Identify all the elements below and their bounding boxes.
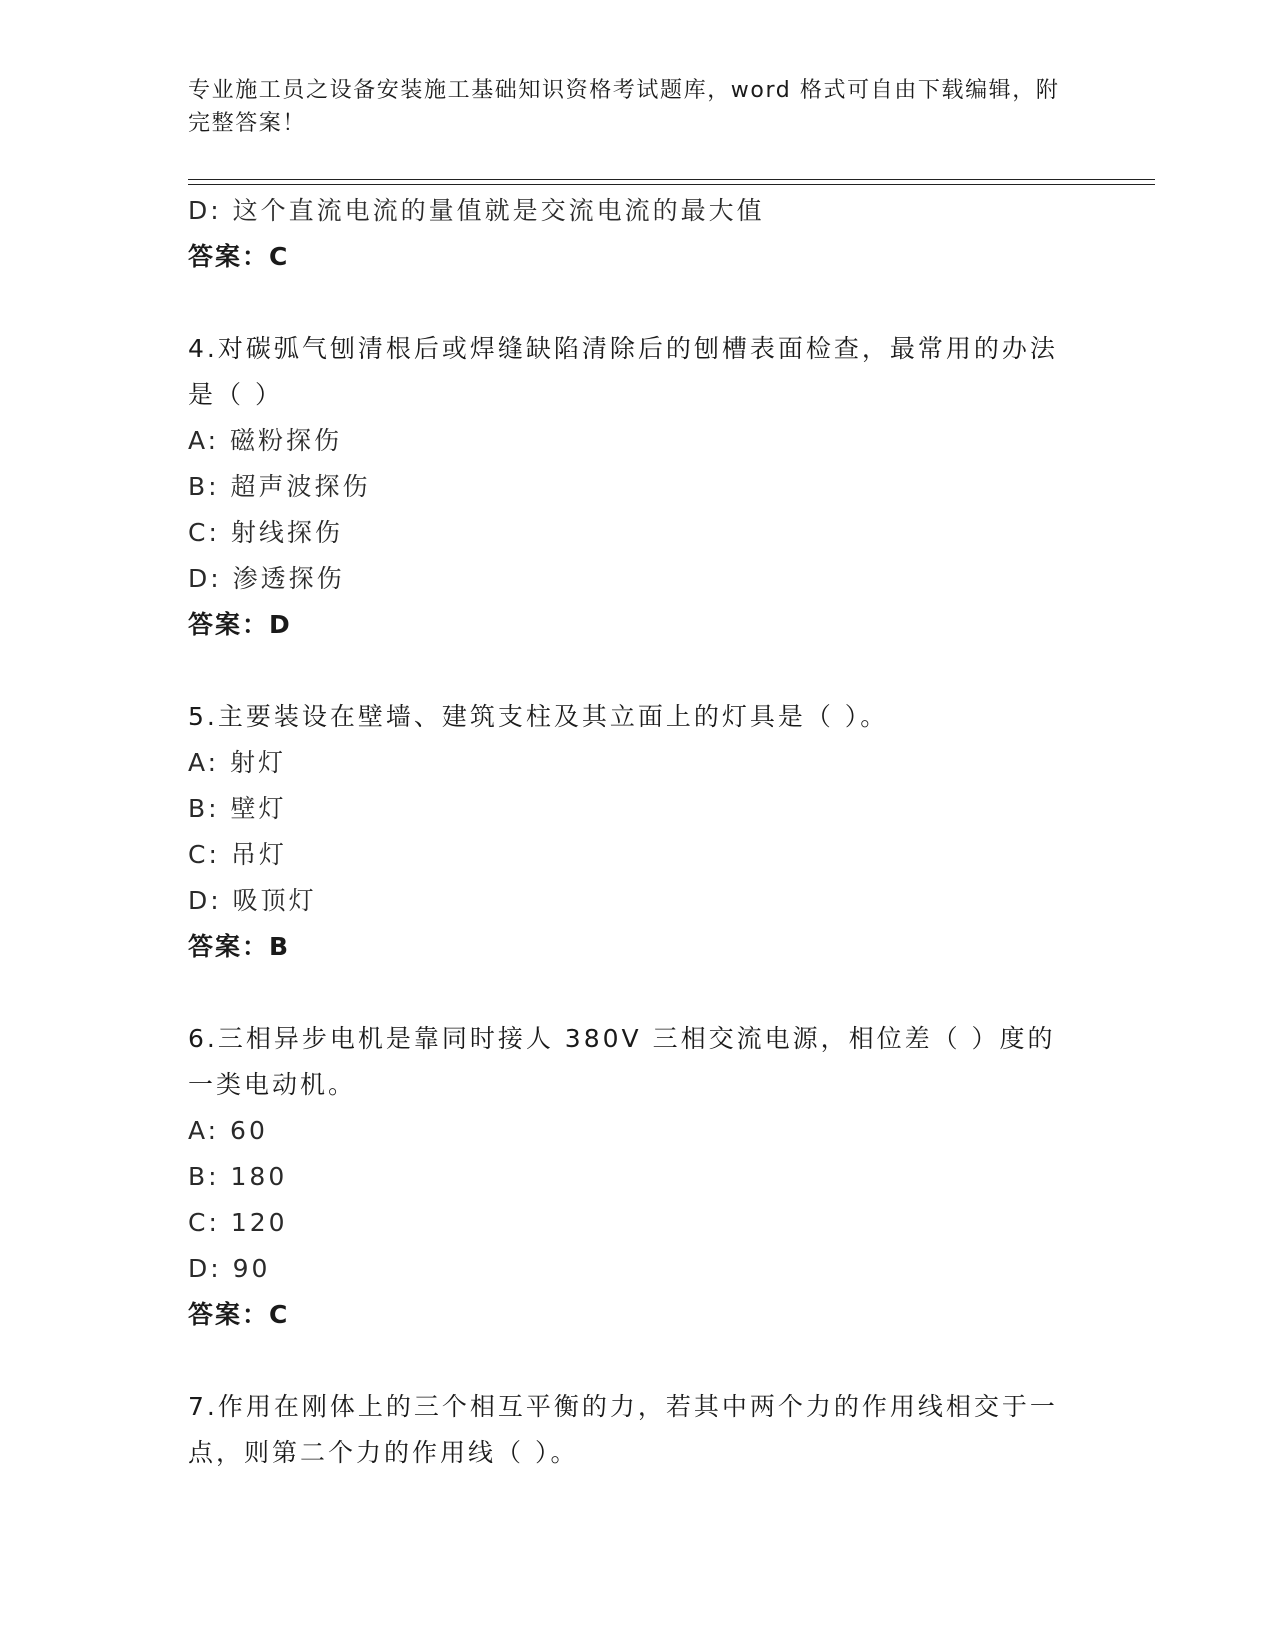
- question-6-answer: 答案：C: [188, 1300, 290, 1329]
- question-4-answer: 答案：D: [188, 610, 292, 639]
- question-5-stem: 5.主要装设在壁墙、建筑支柱及其立面上的灯具是（ ）。: [188, 702, 889, 731]
- prev-question-option-d: D: 这个直流电流的量值就是交流电流的最大值: [188, 196, 765, 225]
- question-4-option-c: C: 射线探伤: [188, 518, 343, 547]
- question-5-option-b: B: 壁灯: [188, 794, 287, 823]
- question-4-option-b: B: 超声波探伤: [188, 472, 371, 501]
- question-5: [188, 694, 1068, 970]
- header-divider-bottom: [188, 184, 1155, 185]
- question-5-answer: 答案：B: [188, 932, 291, 961]
- question-6-stem: 6.三相异步电机是靠同时接人 380V 三相交流电源，相位差（ ）度的一类电动机。: [188, 1024, 1056, 1099]
- question-7-stem: 7.作用在刚体上的三个相互平衡的力，若其中两个力的作用线相交于一点，则第二个力的作用线（ ）。: [188, 1392, 1058, 1467]
- prev-question-answer: 答案：C: [188, 242, 290, 271]
- question-7: [188, 1384, 1068, 1476]
- question-4-stem: 4.对碳弧气刨清根后或焊缝缺陷清除后的刨槽表面检查，最常用的办法是（ ）: [188, 334, 1058, 409]
- header-intro: 专业施工员之设备安装施工基础知识资格考试题库，word 格式可自由下载编辑，附完整答案！: [188, 78, 1060, 136]
- question-5-option-c: C: 吊灯: [188, 840, 287, 869]
- question-5-option-a: A: 射灯: [188, 748, 287, 777]
- question-6-option-d: D: 90: [188, 1254, 271, 1283]
- question-6-option-c: C: 120: [188, 1208, 288, 1237]
- question-5-option-d: D: 吸顶灯: [188, 886, 317, 915]
- question-6-option-b: B: 180: [188, 1162, 288, 1191]
- question-4-option-a: A: 磁粉探伤: [188, 426, 343, 455]
- question-4-option-d: D: 渗透探伤: [188, 564, 345, 593]
- question-6: [188, 1016, 1068, 1338]
- question-6-option-a: A: 60: [188, 1116, 268, 1145]
- question-4: [188, 326, 1068, 648]
- question-content: [188, 188, 1068, 1476]
- header-divider-top: [188, 179, 1155, 180]
